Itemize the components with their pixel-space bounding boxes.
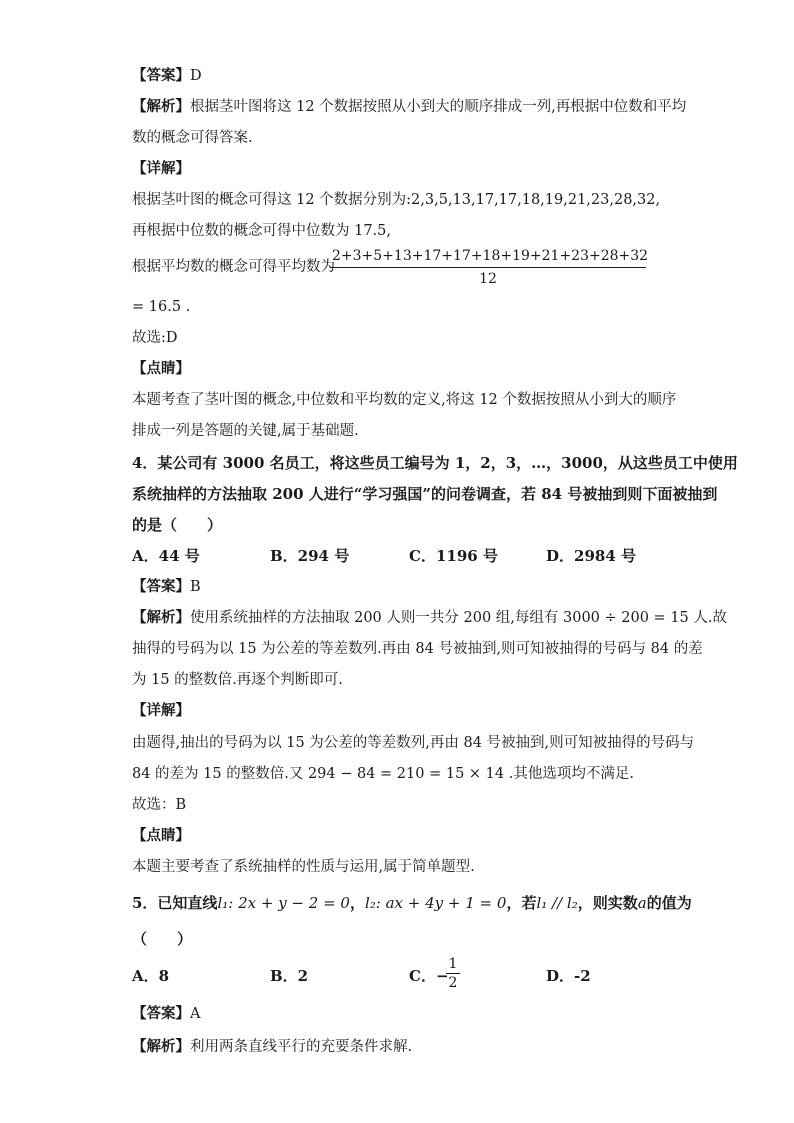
q4-answer-line bbox=[132, 577, 201, 597]
q5-option-b: B．2 bbox=[270, 967, 309, 985]
variable-a: a bbox=[637, 894, 647, 912]
line-l2-equation: : ax + 4y + 1 = 0 bbox=[375, 894, 507, 912]
q5-stem-line-1: 5．已知直线l₁: 2x + y − 2 = 0，l₂: ax + 4y + 1 = 0，若l₁ // l₂，则实数a的值为 bbox=[132, 894, 692, 912]
analysis-line-1: 【解析】根据茎叶图将这 12 个数据按照从小到大的顺序排成一列,再根据中位数和平均 bbox=[132, 98, 687, 115]
q5-analysis-label: 【解析】 bbox=[132, 1038, 190, 1055]
q4-detail-line-2: 84 的差为 15 的整数倍.又 294 − 84 = 210 = 15 × 14 .其他选项均不满足. bbox=[132, 766, 634, 782]
q5-answer-line bbox=[132, 1004, 200, 1024]
answer-value: D bbox=[190, 68, 202, 84]
detail-label: 【详解】 bbox=[132, 160, 190, 177]
q4-analysis-line-3: 为 15 的整数倍.再逐个判断即可. bbox=[132, 672, 343, 688]
detail-line-1: 根据茎叶图的概念可得这 12 个数据分别为:2,3,5,13,17,17,18,19,21,23,28,32, bbox=[132, 192, 661, 208]
answer-line bbox=[132, 66, 202, 86]
comment-label: 【点睛】 bbox=[132, 360, 190, 377]
q4-choose-line: 故选：B bbox=[132, 797, 187, 813]
q5-answer-value: A bbox=[190, 1006, 201, 1022]
parallel-condition: l₁ // l₂ bbox=[536, 894, 578, 912]
q4-option-c: C．1196 号 bbox=[409, 547, 498, 565]
fraction-numerator: 2+3+5+13+17+17+18+19+21+23+28+32 bbox=[330, 248, 646, 268]
q4-option-b: B．294 号 bbox=[270, 547, 350, 565]
analysis-line-2: 数的概念可得答案. bbox=[132, 130, 253, 146]
answer-label: 【答案】 bbox=[132, 67, 190, 84]
detail-line-3: 根据平均数的概念可得平均数为 bbox=[132, 259, 335, 275]
line-l1-equation: : 2x + y − 2 = 0 bbox=[228, 894, 350, 912]
q5-option-c-numerator: 1 bbox=[446, 956, 460, 974]
analysis-label: 【解析】 bbox=[132, 98, 190, 115]
line-l2-name: l₂ bbox=[364, 894, 376, 912]
q4-answer-value: B bbox=[190, 579, 201, 595]
detail-line-4: = 16.5 . bbox=[132, 299, 191, 315]
q4-comment-line-1: 本题主要考查了系统抽样的性质与运用,属于简单题型. bbox=[132, 859, 475, 875]
q4-analysis-label: 【解析】 bbox=[132, 609, 190, 626]
fraction-denominator: 12 bbox=[479, 271, 497, 287]
q5-option-c-fraction bbox=[446, 956, 460, 991]
q4-answer-label: 【答案】 bbox=[132, 578, 190, 595]
q4-stem-line-1: 4．某公司有 3000 名员工，将这些员工编号为 1，2，3，…，3000，从这些员工中使用 bbox=[132, 454, 738, 472]
q4-option-d: D．2984 号 bbox=[546, 547, 636, 565]
mean-fraction bbox=[330, 248, 649, 287]
line-l1-name: l₁ bbox=[217, 894, 229, 912]
q5-option-c: C．− bbox=[409, 967, 449, 985]
q4-stem-line-2: 系统抽样的方法抽取 200 人进行“学习强国”的问卷调查，若 84 号被抽到则下面被抽到 bbox=[132, 485, 718, 503]
q4-detail-line-1: 由题得,抽出的号码为以 15 为公差的等差数列,再由 84 号被抽到,则可知被抽得的号码与 bbox=[132, 735, 695, 751]
q5-option-c-denominator: 2 bbox=[448, 975, 458, 991]
q5-analysis-line-1: 【解析】利用两条直线平行的充要条件求解. bbox=[132, 1038, 413, 1055]
q4-analysis-line-2: 抽得的号码为以 15 为公差的等差数列.再由 84 号被抽到,则可知被抽得的号码与 84 的差 bbox=[132, 641, 703, 657]
q5-answer-label: 【答案】 bbox=[132, 1005, 190, 1022]
q4-stem-line-3: 的是（ ） bbox=[132, 516, 223, 534]
q5-option-a: A．8 bbox=[132, 967, 170, 985]
q4-comment-label: 【点睛】 bbox=[132, 827, 190, 844]
comment-line-1: 本题考查了茎叶图的概念,中位数和平均数的定义,将这 12 个数据按照从小到大的顺序 bbox=[132, 392, 677, 408]
q4-detail-label: 【详解】 bbox=[132, 702, 190, 719]
comment-line-2: 排成一列是答题的关键,属于基础题. bbox=[132, 423, 359, 439]
choose-line: 故选:D bbox=[132, 330, 178, 346]
q4-option-a: A．44 号 bbox=[132, 547, 200, 565]
q5-stem-line-2: （ ） bbox=[132, 930, 193, 948]
q4-analysis-line-1: 【解析】使用系统抽样的方法抽取 200 人则一共分 200 组,每组有 3000 ÷ 200 = 15 人.故 bbox=[132, 609, 727, 626]
q5-option-d: D．-2 bbox=[546, 967, 591, 985]
detail-line-2: 再根据中位数的概念可得中位数为 17.5, bbox=[132, 223, 392, 239]
